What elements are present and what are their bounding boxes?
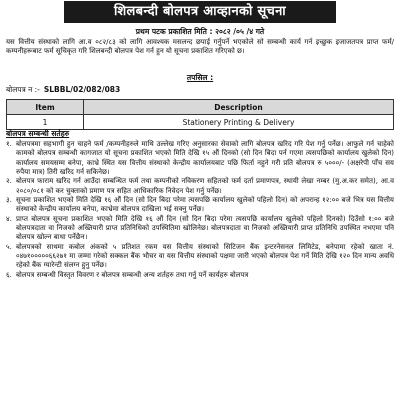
term-item bbox=[6, 177, 394, 196]
term-number: २. bbox=[6, 177, 12, 186]
term-item bbox=[6, 243, 394, 271]
term-item bbox=[6, 215, 394, 243]
term-text: प्राप्त बोलपत्र सूचना प्रकाशित भएको मिति देखि १६ औं दिन (सो दिन बिदा परेमा त्यसपछि कार्यालय खुलेको पहिलो दिनको) दिउँसो १:०० बजे बोलपत्रदाता वा निजको अख्तियारी प्राप्त प्रतिनिधिको उपस्थितिमा खोलिनेछ। बोलपत्रदाता वा निजको अख्तियारी प्राप्त प्रतिनिधि उपस्थित नभएमा पनि बोलपत्र खोल्न बाधा पर्नेछैन। bbox=[16, 214, 394, 242]
column-header-description: Description bbox=[84, 100, 394, 115]
term-number: ५. bbox=[6, 242, 12, 251]
items-table bbox=[6, 99, 394, 130]
schedule-heading: तपसिल : bbox=[186, 73, 214, 82]
term-text: सूचना प्रकाशित भएको मिति देखि १६ औं दिन (सो दिन बिदा परेमा त्यसपछि कार्यालय खुलेको पहिलो दिन) को अपरान्ह १२:०० बजे भित्र यस वित्तीय संस्थाको केन्द्रीय कार्यालय बनेपा, काभ्रेमा बोलपत्र दाखिला भई सक्नु पर्नेछ। bbox=[16, 196, 394, 214]
table-row bbox=[7, 115, 394, 130]
column-header-item: Item bbox=[7, 100, 84, 115]
terms-heading: बोलपत्र सम्बन्धी सर्तहरु bbox=[6, 129, 70, 138]
bid-reference-line bbox=[6, 85, 120, 95]
item-number-cell: 1 bbox=[7, 115, 84, 130]
notice-title: शिलबन्दी बोलपत्र आव्हानको सूचना bbox=[64, 1, 336, 23]
bid-reference-label: बोलपत्र न :- bbox=[6, 85, 40, 94]
term-number: १. bbox=[6, 140, 12, 148]
term-number: ३. bbox=[6, 196, 12, 205]
bid-reference-code: SLBBL/02/082/083 bbox=[43, 85, 121, 94]
term-number: ६. bbox=[6, 270, 12, 279]
items-table-header-row bbox=[7, 100, 394, 115]
term-text: बोलपत्रमा सहभागी हुन चाहने फर्म /कम्पनीहरुले माथि उल्लेख गरिए अनुसारका सेवाको लागि बोलपत्र खरिद गरि पेश गर्नु पर्नेछ। आफुले गर्न चाहेको कामको बोलपत्र सम्बन्धी कागजात यो सूचना प्रकाशित भएको मिति देखि १५ औं दिनको (सो दिन बिदा पर्न गएमा त्यसपछिको कार्यालय खुलेको दिन) कार्यालय समयसम्म बनेपा, काभ्रे स्थित यस वित्तीय संस्थाको केन्द्रीय कार्यालयबाट पछि फिर्ता नहुने गरी प्रति बोलपत्र रु ५०००/- (अक्षरेपी पाँच सय रुपैया मात्र) तिरी खरिद गर्न सकिनेछ। bbox=[16, 140, 394, 177]
item-description-cell: Stationery Printing & Delivery bbox=[84, 115, 394, 130]
term-item bbox=[6, 271, 394, 280]
title-bar bbox=[0, 0, 400, 24]
term-text: बोलपत्र सम्बन्धी विस्तृत विवरण र बोलपत्र सम्बन्धी अन्य शर्तहरु तथा गर्नु पर्ने कार्यहरु बोलपत्र bbox=[16, 270, 249, 279]
term-text: बोलपत्रको साथमा कबोल अंकको ५ प्रतिशत रकम यस वित्तीय संस्थाको सिटिजन बैंक इन्टरनेसनल लिमिटेड, बनेपामा रहेको खाता नं. ०४७१०००००६६२७१ मा जम्मा गरेको सक्कल बैंक भौचर वा यस वित्तीय संस्थाको पक्षमा जारी भएको बोलपत्र पेश गर्ने मिति देखि १२० दिन मान्य अवधि रहेको बैंक ग्यारेन्टी संलग्न हुनु पर्नेछ। bbox=[16, 242, 394, 270]
intro-paragraph: यस वित्तीय संस्थाको लागि आ.व ०८२/८३ को लागि आवश्यक मसलन्द छपाई गर्नुपर्ने भएकोले सो सम्बन्धी कार्य गर्न इच्छुक इजाजतपत्र प्राप्त फर्म/कम्पनीहरूबाट फर्म सूचिकृत गरि शिलबन्दी बोलपत्र पेश गर्न हुन यो सूचना प्रकाशित गरिएको छ। bbox=[6, 38, 394, 56]
publish-date-line: प्रथम पटक प्रकाशित मिति : २०८२ /०५ /४ गते bbox=[135, 27, 265, 36]
terms-list bbox=[6, 140, 394, 280]
term-item bbox=[6, 196, 394, 215]
term-text: बोलपत्र फाराम खरिद गर्न आउँदा सम्बन्धित फर्म तथा कम्पनीको नविकरण सहितको फर्म दर्ता प्रमाणपत्र, स्थायी लेखा नम्बर (मु.अ.कर समेत), आ.व २०८०/०८१ को कर चुक्ताको प्रमाण पत्र सहित आधिकारिक निवेदन पेश गर्नु पर्नेछ। bbox=[16, 177, 394, 195]
term-item bbox=[6, 140, 394, 177]
term-number: ४. bbox=[6, 214, 12, 223]
